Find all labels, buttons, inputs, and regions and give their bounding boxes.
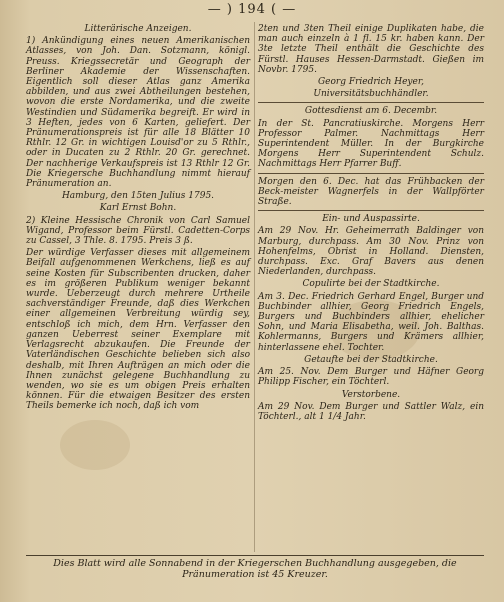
chronicle-announcement-body: Der würdige Verfasser dieses mit allgemeinem Beifall aufgenommenen Werkchens, ließ es auf seine Kosten für Subscribenten drucken, daher es im größeren Publikum weniger bekannt wurde. Ueberzeugt durch mehrere Urtheile sachverständiger Freunde, daß dies Werkchen einer allgemeinen Verbreitung würdig sey, entschloß ich mich, dem Hrn. Verfasser den ganzen Ueberrest seiner Exemplare mit Verlagsrecht abzukaufen. Die Freunde der Vaterländischen Geschichte belieben sich also deshalb, mit Ihren Aufträgen an mich oder die Ihnen zunächst gelegene Buchhandlung zu wenden, wo sie es um obigen Preis erhalten können. Für die etwaigen Besitzer des ersten Theils bemerke ich noch, daß ich vom	[26, 248, 250, 412]
baking-notice: Morgen den 6. Dec. hat das Frühbacken der Beck-meister Wagnerfels in der Wallpförter Straße.	[258, 176, 484, 208]
left-column	[26, 24, 250, 414]
section-rule	[258, 210, 484, 211]
travellers-heading: Ein- und Auspassirte.	[322, 214, 420, 225]
section-rule	[258, 102, 484, 103]
deaths-text: Am 29 Nov. Dem Burger und Sattler Walz, ein Töchterl., alt 1 1/4 Jahr.	[258, 401, 484, 422]
chronicle-continued: 2ten und 3ten Theil einige Duplikaten habe, die man auch einzeln à 1 fl. 15 kr. haben kann. Der 3te letzte Theil enthält die Geschichte des Fürstl. Hauses Hessen-Darmstadt. Gießen im Novbr. 1795.	[258, 24, 484, 75]
atlas-announcement: 1) Ankündigung eines neuen Amerikanischen Atlasses, von Joh. Dan. Sotzmann, königl. Preuss. Kriegssecretär und Geograph der Berliner Akademie der Wissenschaften. Eigentlich soll dieser Atlas ganz Amerika abbilden, und aus zwei Abtheilungen bestehen, wovon die erste Nordamerika, und die zweite Westindien und Südamerika begreift. Er wird in 3 Heften, jedes von 6 Karten, geliefert. Der Pränumerationspreis ist für alle 18 Blätter 10 Rthlr. 12 Gr. in wichtigen Louisd'or zu 5 Rthlr., oder in Ducaten zu 2 Rthlr. 20 Gr. gerechnet. Der nachherige Verkaufspreis ist 13 Rthlr 12 Gr. Die Kriegersche Buchhandlung nimmt hierauf Pränumeration an.	[26, 36, 250, 190]
baptisms-text: Am 25. Nov. Dem Burger und Häfner Georg Philipp Fischer, ein Töchterl.	[258, 367, 484, 388]
travellers-text: Am 29 Nov. Hr. Geheimerrath Baldinger von Marburg, durchpass. Am 30 Nov. Prinz von Hohenfelms, Obrist in Holland. Diensten, durchpass. Exc. Graf Bavers aus denen Niederlanden, durchpass.	[258, 226, 484, 278]
marriages-text: Am 3. Dec. Friedrich Gerhard Engel, Burger und Buchbinder allhier, Georg Friedrich Engels, Burgers und Buchbinders allhier, ehelicher Sohn, und Maria Elisabetha, weil. Joh. Balthas. Kohlermanns, Burgers und Krämers allhier, hinterlassene ehel. Tochter.	[258, 291, 484, 353]
paper-stain	[60, 420, 130, 470]
announcement-signature: Karl Ernst Bohn.	[99, 203, 177, 214]
bookseller-signature: Georg Friedrich Heyer,	[317, 77, 424, 88]
page-number: — ) 194 ( —	[207, 2, 297, 17]
right-column	[258, 24, 484, 424]
worship-text: In der St. Pancratiuskirche. Morgens Herr Professor Palmer. Nachmittags Herr Superintendent Müller. In der Burgkirche Morgens Herr Superintendent Schulz. Nachmittags Herr Pfarrer Buff.	[258, 118, 484, 170]
footer-rule	[26, 555, 484, 556]
marriages-heading: Copulirte bei der Stadtkirche.	[302, 279, 440, 290]
announcement-place-date: Hamburg, den 15ten Julius 1795.	[61, 191, 215, 202]
baptisms-heading: Getaufte bei der Stadtkirche.	[304, 354, 438, 365]
deaths-heading: Verstorbene.	[341, 389, 401, 400]
chronicle-announcement-title: 2) Kleine Hessische Chronik von Carl Samuel Wigand, Professor beim Fürstl. Cadetten-Corps zu Cassel, 3 Thle. 8. 1795. Preis 3 ß.	[26, 215, 250, 247]
column-divider	[254, 22, 255, 552]
section-rule	[258, 173, 484, 174]
worship-heading: Gottesdienst am 6. Decembr.	[304, 106, 438, 117]
section-heading-literary: Litterärische Anzeigen.	[84, 24, 192, 34]
bookseller-title: Universitätsbuchhändler.	[313, 89, 429, 100]
footer-notice: Dies Blatt wird alle Sonnabend in der Kriegerschen Buchhandlung ausgegeben, die Pränumeration ist 45 Kreuzer.	[53, 558, 457, 580]
